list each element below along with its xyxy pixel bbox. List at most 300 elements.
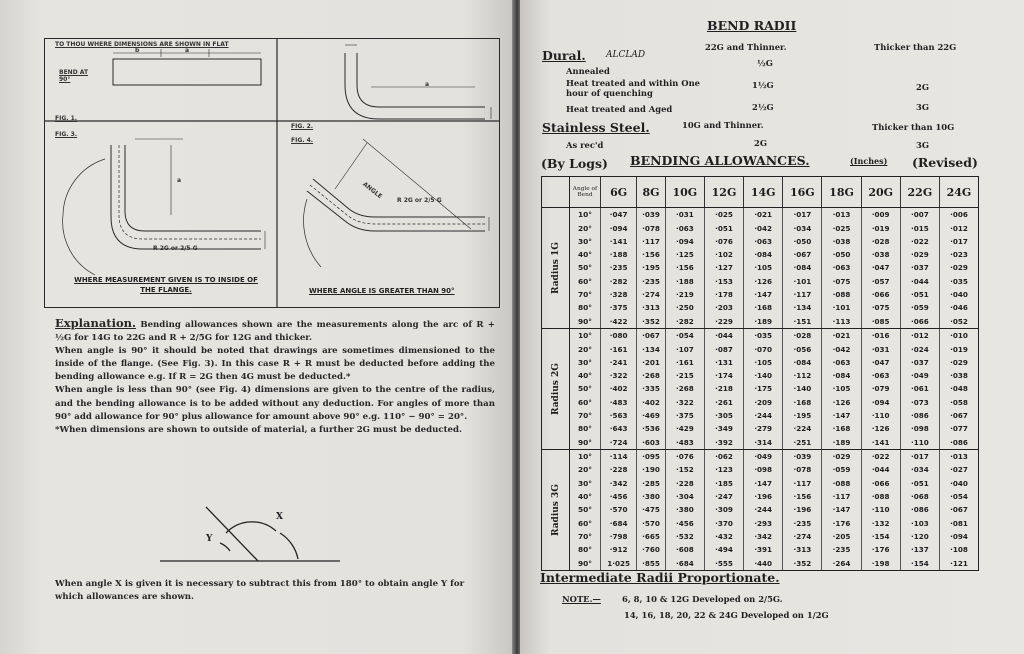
allowance-cell: ·040: [939, 477, 978, 490]
allowance-cell: ·049: [744, 449, 783, 463]
dim-a-fig2: a: [425, 81, 430, 88]
allowance-cell: ·012: [939, 221, 978, 234]
allowance-cell: ·063: [744, 235, 783, 248]
allowance-cell: ·147: [744, 288, 783, 301]
allowance-cell: ·440: [744, 557, 783, 570]
allowance-cell: ·013: [939, 449, 978, 463]
allowance-cell: ·127: [704, 261, 743, 274]
angle-cell: 50°: [578, 263, 592, 273]
allowance-cell: ·088: [822, 477, 861, 490]
allowance-cell: ·066: [900, 315, 939, 329]
explanation-para-4: *When dimensions are shown to outside of material, a further 2G must be deducted.: [55, 424, 463, 435]
allowance-cell: ·073: [900, 396, 939, 409]
allowance-cell: ·608: [665, 543, 704, 556]
gauge-header: 12G: [704, 177, 743, 208]
allowance-cell: ·188: [601, 248, 637, 261]
allowance-cell: ·156: [637, 248, 666, 261]
angle-y-label: Y: [206, 534, 213, 544]
allowance-cell: ·094: [861, 396, 900, 409]
allowance-cell: ·112: [783, 369, 822, 382]
dural-row-2-thick: 2G: [916, 82, 929, 92]
gauge-header: 16G: [783, 177, 822, 208]
allowance-cell: ·042: [744, 221, 783, 234]
allowance-cell: ·007: [900, 208, 939, 222]
angle-cell: 20°: [578, 465, 592, 475]
allowance-grid-body: [570, 208, 978, 571]
allowance-cell: ·137: [900, 543, 939, 556]
bend-at-label: BEND AT 90°: [59, 69, 89, 83]
allowance-cell: ·062: [704, 449, 743, 463]
table-row: [570, 342, 978, 355]
allowance-cell: ·044: [704, 328, 743, 342]
allowance-cell: ·034: [900, 463, 939, 476]
gauge-header: 8G: [637, 177, 666, 208]
allowance-cell: ·034: [783, 221, 822, 234]
allowance-cell: 1·025: [601, 557, 637, 570]
radius-3g-label: Radius 3G: [550, 484, 561, 536]
allowance-cell: ·067: [939, 503, 978, 516]
allowance-cell: ·349: [704, 422, 743, 435]
allowance-cell: ·274: [783, 530, 822, 543]
angle-cell: 60°: [578, 518, 592, 528]
allowance-cell: ·024: [900, 342, 939, 355]
allowance-cell: ·028: [783, 328, 822, 342]
table-row: [570, 261, 978, 274]
allowance-cell: ·140: [744, 369, 783, 382]
allowance-cell: ·094: [665, 235, 704, 248]
stainless-label: Stainless Steel.: [542, 120, 650, 135]
allowance-cell: ·168: [783, 396, 822, 409]
radius-note-fig4: R 2G or 2/5 G: [397, 197, 442, 204]
allowance-cell: ·235: [637, 275, 666, 288]
allowance-cell: ·282: [665, 315, 704, 329]
allowance-cell: ·168: [744, 301, 783, 314]
table-row: [570, 382, 978, 395]
gauge-header: 10G: [665, 177, 704, 208]
allowance-cell: ·261: [704, 396, 743, 409]
angle-cell: 50°: [578, 384, 592, 394]
allowance-cell: ·247: [704, 490, 743, 503]
allowance-cell: ·274: [637, 288, 666, 301]
allowance-cell: ·031: [861, 342, 900, 355]
angle-cell: 30°: [578, 478, 592, 488]
caption-fig3: WHERE MEASUREMENT GIVEN IS TO INSIDE OF THE FLANGE.: [74, 276, 258, 294]
bending-allowances-title: BENDING ALLOWANCES.: [630, 153, 810, 168]
radius-2g-label: Radius 2G: [550, 363, 561, 415]
allowance-cell: ·075: [822, 275, 861, 288]
allowance-cell: ·469: [637, 409, 666, 422]
gauge-header: 6G: [601, 177, 637, 208]
bending-allowances-table: [541, 176, 979, 571]
allowance-cell: ·132: [861, 517, 900, 530]
allowance-cell: ·021: [744, 208, 783, 222]
allowance-cell: ·081: [939, 517, 978, 530]
table-row: [570, 477, 978, 490]
allowance-cell: ·147: [822, 503, 861, 516]
by-logs-label: (By Logs): [541, 156, 608, 171]
allowance-cell: ·224: [783, 422, 822, 435]
table-row: [570, 396, 978, 409]
table-row: [570, 288, 978, 301]
allowance-cell: ·084: [783, 261, 822, 274]
allowance-cell: ·044: [861, 463, 900, 476]
angle-cell: 80°: [578, 303, 592, 313]
table-row: [570, 221, 978, 234]
allowance-cell: ·068: [900, 490, 939, 503]
angle-cell: 90°: [578, 558, 592, 568]
allowance-cell: ·017: [939, 235, 978, 248]
allowance-cell: ·039: [783, 449, 822, 463]
table-row: [570, 517, 978, 530]
allowance-cell: ·084: [783, 356, 822, 369]
angle-label: ANGLE: [361, 180, 384, 201]
allowance-cell: ·022: [900, 235, 939, 248]
explanation-para-1: Bending allowances shown are the measurements along the arc of R + ½G for 14G to 22G and R + 2/5G for 12G and thicker.: [55, 320, 495, 344]
allowance-cell: ·665: [637, 530, 666, 543]
allowance-cell: ·050: [783, 235, 822, 248]
allowance-cell: ·110: [861, 409, 900, 422]
allowance-cell: ·370: [704, 517, 743, 530]
allowance-cell: ·603: [637, 436, 666, 450]
allowance-cell: ·047: [861, 261, 900, 274]
allowance-cell: ·085: [861, 315, 900, 329]
allowance-cell: ·079: [861, 382, 900, 395]
allowance-cell: ·391: [744, 543, 783, 556]
figure-panel: [44, 38, 500, 308]
allowance-cell: ·040: [939, 288, 978, 301]
allowance-cell: ·235: [783, 517, 822, 530]
angle-cell: 90°: [570, 315, 601, 329]
table-row: [570, 463, 978, 476]
allowance-cell: ·077: [939, 422, 978, 435]
bend-diagrams: [45, 39, 499, 307]
allowance-cell: ·285: [637, 477, 666, 490]
allowance-cell: ·305: [704, 409, 743, 422]
allowance-cell: ·335: [637, 382, 666, 395]
angle-cell: 20°: [578, 223, 592, 233]
allowance-cell: ·078: [637, 221, 666, 234]
allowance-cell: ·094: [601, 221, 637, 234]
allowance-cell: ·198: [861, 557, 900, 570]
allowance-cell: ·105: [744, 261, 783, 274]
fig2-label: FIG. 2.: [291, 123, 314, 130]
allowance-cell: ·352: [783, 557, 822, 570]
allowance-cell: ·154: [900, 557, 939, 570]
allowance-cell: ·117: [637, 235, 666, 248]
allowance-cell: ·086: [939, 436, 978, 450]
allowance-cell: ·015: [900, 221, 939, 234]
allowance-cell: ·563: [601, 409, 637, 422]
radius-note-fig3: R 2G or 2/5 G: [153, 245, 198, 252]
allowance-cell: ·009: [861, 208, 900, 222]
stainless-row-1-label: As rec'd: [566, 140, 604, 150]
allowance-cell: ·019: [939, 342, 978, 355]
allowance-cell: ·196: [783, 503, 822, 516]
table-row: [570, 235, 978, 248]
allowance-cell: ·380: [637, 490, 666, 503]
allowance-cell: ·156: [783, 490, 822, 503]
angle-note: When angle X is given it is necessary to subtract this from 180° to obtain angle Y for which allowances are shown.: [55, 579, 465, 602]
allowance-cell: ·152: [665, 463, 704, 476]
allowance-cell: ·282: [601, 275, 637, 288]
table-row: [570, 490, 978, 503]
allowance-cell: ·235: [601, 261, 637, 274]
allowance-cell: ·078: [783, 463, 822, 476]
allowance-cell: ·392: [704, 436, 743, 450]
angle-cell: 70°: [578, 290, 592, 300]
allowance-cell: ·050: [822, 248, 861, 261]
allowance-cell: ·429: [665, 422, 704, 435]
alclad-label: ALCLAD: [606, 50, 646, 60]
allowance-cell: ·038: [939, 369, 978, 382]
allowance-cell: ·141: [861, 436, 900, 450]
table-row: [570, 449, 978, 463]
dural-row-1-thin: ½G: [757, 58, 773, 68]
dim-b-label: b: [135, 47, 140, 54]
allowance-cell: ·188: [665, 275, 704, 288]
table-row: [570, 356, 978, 369]
allowance-cell: ·037: [900, 356, 939, 369]
gauge-header: 14G: [744, 177, 783, 208]
gauge-header-row: [570, 177, 978, 208]
allowance-cell: ·052: [939, 315, 978, 329]
allowance-cell: ·293: [744, 517, 783, 530]
allowance-cell: ·102: [704, 248, 743, 261]
allowance-cell: ·314: [744, 436, 783, 450]
allowance-cell: ·244: [744, 503, 783, 516]
allowance-cell: ·140: [783, 382, 822, 395]
allowance-cell: ·054: [939, 490, 978, 503]
angle-cell: 10°: [578, 331, 592, 341]
allowance-cell: ·134: [637, 342, 666, 355]
allowance-cell: ·244: [744, 409, 783, 422]
allowance-cell: ·126: [861, 422, 900, 435]
allowance-cell: ·057: [861, 275, 900, 288]
allowance-cell: ·483: [601, 396, 637, 409]
allowance-cell: ·051: [704, 221, 743, 234]
gauge-header: 22G: [900, 177, 939, 208]
allowance-cell: ·798: [601, 530, 637, 543]
col-thicker-22g-header: Thicker than 22G: [874, 42, 957, 52]
allowance-cell: ·088: [822, 288, 861, 301]
gauge-header: 24G: [939, 177, 978, 208]
allowance-cell: ·056: [783, 342, 822, 355]
explanation-para-3: When angle is less than 90° (see Fig. 4) dimensions are given to the centre of the radius, and the bending allowance is to be added without any deduction. For angles of more than 90° add allowance for 90° plus allowance for amount above 90° e.g. 110° − 90° = 20°.: [55, 385, 495, 422]
allowance-cell: ·029: [822, 449, 861, 463]
allowance-cell: ·218: [704, 382, 743, 395]
allowance-cell: ·176: [861, 543, 900, 556]
allowance-cell: ·228: [665, 477, 704, 490]
allowance-cell: ·153: [704, 275, 743, 288]
allowance-cell: ·121: [939, 557, 978, 570]
allowance-cell: ·322: [601, 369, 637, 382]
allowance-cell: ·117: [783, 288, 822, 301]
angle-cell: 40°: [578, 492, 592, 502]
angle-cell: 40°: [578, 250, 592, 260]
allowance-cell: ·241: [601, 356, 637, 369]
allowance-cell: ·402: [601, 382, 637, 395]
allowance-cell: ·105: [822, 382, 861, 395]
allowance-cell: ·046: [939, 301, 978, 314]
allowance-cell: ·006: [939, 208, 978, 222]
fig3-label: FIG. 3.: [55, 131, 78, 138]
allowance-cell: ·103: [900, 517, 939, 530]
allowance-cell: ·117: [783, 477, 822, 490]
allowance-cell: ·017: [783, 208, 822, 222]
angle-cell: 60°: [578, 276, 592, 286]
dural-row-2-label: Heat treated and within One hour of quenching: [566, 78, 700, 98]
allowance-cell: ·075: [861, 301, 900, 314]
allowance-cell: ·063: [665, 221, 704, 234]
allowance-cell: ·684: [601, 517, 637, 530]
allowance-cell: ·088: [861, 490, 900, 503]
col-thicker-10g-header: Thicker than 10G: [872, 122, 955, 132]
allowance-cell: ·027: [939, 463, 978, 476]
allowance-cell: ·304: [665, 490, 704, 503]
allowance-cell: ·066: [861, 477, 900, 490]
allowance-cell: ·912: [601, 543, 637, 556]
allowance-cell: ·235: [822, 543, 861, 556]
radius-3g-label-cell: [542, 450, 569, 570]
allowance-cell: ·025: [704, 208, 743, 222]
dural-row-3-thin: 2½G: [752, 102, 774, 112]
allowance-cell: ·176: [822, 517, 861, 530]
table-row: [570, 369, 978, 382]
allowance-cell: ·570: [637, 517, 666, 530]
allowance-cell: ·086: [900, 409, 939, 422]
allowance-cell: ·120: [900, 530, 939, 543]
table-row: [570, 557, 978, 570]
allowance-cell: ·126: [744, 275, 783, 288]
fig4-label: FIG. 4.: [291, 137, 314, 144]
allowance-cell: ·201: [637, 356, 666, 369]
allowance-cell: ·107: [665, 342, 704, 355]
table-row: [570, 436, 978, 450]
allowance-cell: ·029: [939, 261, 978, 274]
table-row: [570, 543, 978, 556]
angle-cell: 10°: [578, 210, 592, 220]
allowance-cell: ·021: [822, 328, 861, 342]
allowance-cell: ·154: [861, 530, 900, 543]
allowance-cell: ·161: [601, 342, 637, 355]
allowance-cell: ·268: [637, 369, 666, 382]
allowance-cell: ·101: [822, 301, 861, 314]
allowance-cell: ·059: [900, 301, 939, 314]
allowance-cell: ·086: [900, 503, 939, 516]
allowance-cell: ·250: [665, 301, 704, 314]
angle-cell: 60°: [578, 397, 592, 407]
allowance-cell: ·151: [783, 315, 822, 329]
allowance-cell: ·023: [939, 248, 978, 261]
angle-diagram: [160, 503, 340, 573]
allowance-cell: ·342: [601, 477, 637, 490]
allowance-cell: ·195: [637, 261, 666, 274]
allowance-cell: ·189: [822, 436, 861, 450]
table-row: [570, 503, 978, 516]
allowance-cell: ·229: [704, 315, 743, 329]
allowance-cell: ·098: [744, 463, 783, 476]
allowance-cell: ·309: [704, 503, 743, 516]
angle-cell: 80°: [578, 424, 592, 434]
allowance-cell: ·268: [665, 382, 704, 395]
allowance-cell: ·117: [822, 490, 861, 503]
dural-row-2-thin: 1½G: [752, 80, 774, 90]
allowance-cell: ·190: [637, 463, 666, 476]
allowance-cell: ·483: [665, 436, 704, 450]
table-row: [570, 328, 978, 342]
allowance-cell: ·049: [900, 369, 939, 382]
allowance-cell: ·161: [665, 356, 704, 369]
allowance-cell: ·643: [601, 422, 637, 435]
allowance-cell: ·126: [822, 396, 861, 409]
allowance-cell: ·029: [900, 248, 939, 261]
allowance-cell: ·022: [861, 449, 900, 463]
stainless-row-1-thin: 2G: [754, 138, 767, 148]
allowance-cell: ·080: [601, 328, 637, 342]
col-22g-header: 22G and Thinner.: [705, 42, 787, 52]
allowance-cell: ·076: [665, 449, 704, 463]
table-row: [570, 208, 978, 222]
allowance-cell: ·031: [665, 208, 704, 222]
allowance-cell: ·123: [704, 463, 743, 476]
inches-label: (Inches): [850, 156, 888, 166]
allowance-cell: ·532: [665, 530, 704, 543]
allowance-cell: ·402: [637, 396, 666, 409]
allowance-cell: ·175: [744, 382, 783, 395]
allowance-cell: ·095: [637, 449, 666, 463]
dim-a-fig3: a: [177, 177, 182, 184]
allowance-cell: ·094: [939, 530, 978, 543]
note-line-1: 6, 8, 10 & 12G Developed on 2/5G.: [622, 594, 783, 604]
allowance-cell: ·042: [822, 342, 861, 355]
angle-cell: 10°: [578, 452, 592, 462]
angle-cell: 70°: [578, 411, 592, 421]
table-row: [570, 409, 978, 422]
allowance-cell: ·039: [637, 208, 666, 222]
allowance-cell: ·264: [822, 557, 861, 570]
allowance-cell: ·035: [744, 328, 783, 342]
allowance-cell: ·113: [822, 315, 861, 329]
radius-2g-label-cell: [542, 329, 569, 450]
explanation-heading: Explanation.: [55, 316, 137, 330]
allowance-cell: ·203: [704, 301, 743, 314]
allowance-cell: ·059: [822, 463, 861, 476]
angle-cell: 90°: [570, 436, 601, 450]
allowance-cell: ·228: [601, 463, 637, 476]
figure-header: TO THOU WHERE DIMENSIONS ARE SHOWN IN FLAT: [55, 41, 229, 48]
allowance-cell: ·029: [939, 356, 978, 369]
angle-cell: 80°: [578, 545, 592, 555]
gauge-header: 18G: [822, 177, 861, 208]
allowance-cell: ·855: [637, 557, 666, 570]
explanation-block: [55, 317, 495, 437]
radius-side-column: [542, 177, 570, 570]
allowance-cell: ·342: [744, 530, 783, 543]
allowance-cell: ·037: [900, 261, 939, 274]
allowance-cell: ·313: [637, 301, 666, 314]
angle-cell: 50°: [578, 505, 592, 515]
allowance-cell: ·147: [822, 409, 861, 422]
allowance-cell: ·076: [704, 235, 743, 248]
allowance-cell: ·038: [822, 235, 861, 248]
allowance-cell: ·536: [637, 422, 666, 435]
allowance-cell: ·110: [861, 503, 900, 516]
allowance-grid: [570, 177, 978, 570]
allowance-cell: ·051: [900, 288, 939, 301]
allowance-cell: ·105: [744, 356, 783, 369]
allowance-cell: ·352: [637, 315, 666, 329]
allowance-cell: ·178: [704, 288, 743, 301]
